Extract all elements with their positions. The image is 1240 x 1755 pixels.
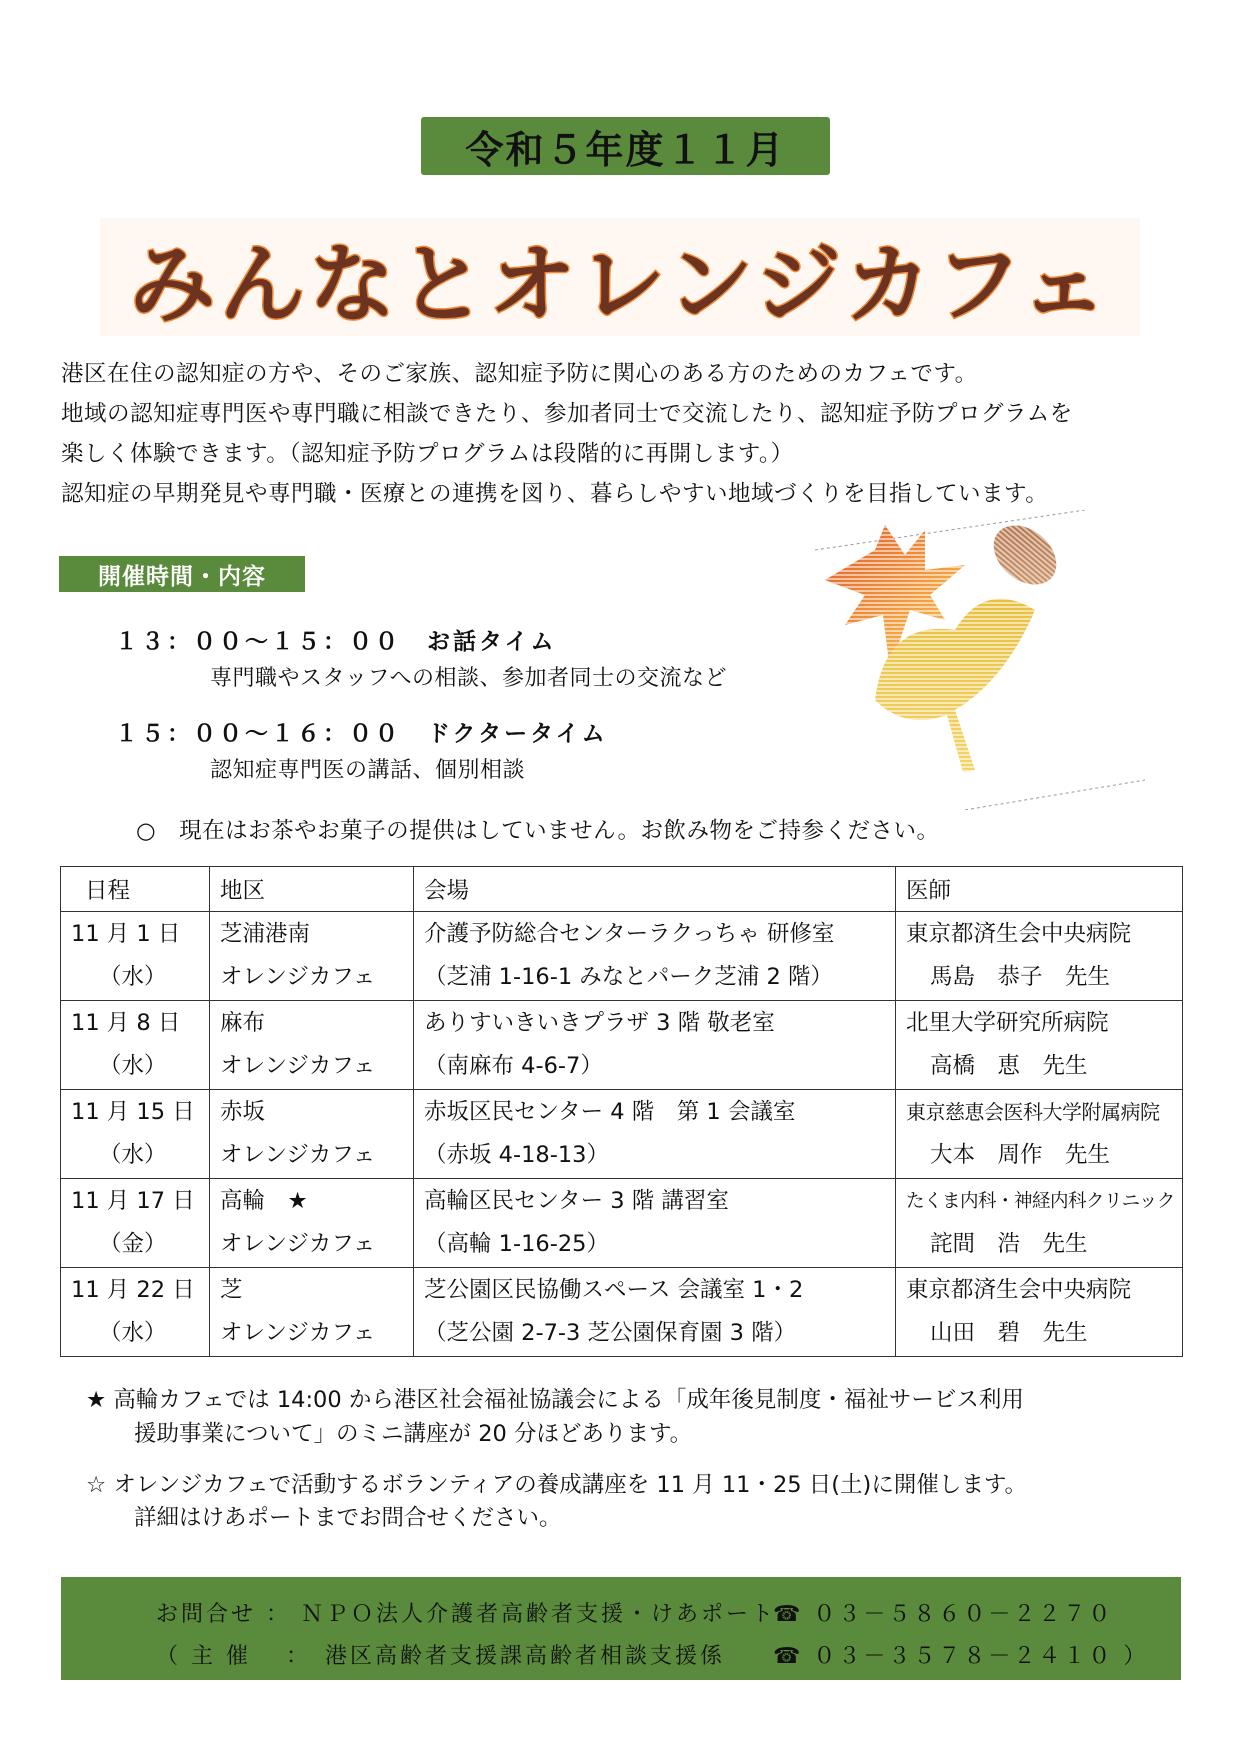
date-text: 11 月 15 日 bbox=[71, 1099, 195, 1125]
contact-box bbox=[61, 1577, 1181, 1680]
area-text: 芝浦港南 bbox=[220, 921, 311, 947]
volunteer-note-line-1: ☆ オレンジカフェで活動するボランティアの養成講座を 11 月 11・25 日(土)に開催します。 bbox=[86, 1472, 1028, 1498]
table-row bbox=[61, 912, 1183, 1001]
col-header-date: 日程 bbox=[61, 867, 210, 912]
day-text: （水） bbox=[99, 1053, 167, 1079]
doctor-cell bbox=[896, 1268, 1183, 1357]
area-cell bbox=[210, 912, 414, 1001]
doctor-text: 山田 碧 先生 bbox=[930, 1320, 1088, 1346]
drink-note: ○ 現在はお茶やお菓子の提供はしていません。お飲み物をご持参ください。 bbox=[136, 818, 940, 844]
date-cell bbox=[61, 1179, 210, 1268]
address-text: （南麻布 4-6-7） bbox=[424, 1053, 603, 1079]
area-cell bbox=[210, 1090, 414, 1179]
decor-line bbox=[965, 780, 1145, 810]
time-slot-2: １５：００～１６：００ ドクタータイム bbox=[115, 721, 608, 747]
intro-line-3: 楽しく体験できます。（認知症予防プログラムは段階的に再開します。） bbox=[61, 441, 794, 467]
doctor-text: 大本 周作 先生 bbox=[930, 1142, 1111, 1168]
contact-phone-1: ☎ ０３－５８６０－２２７０ bbox=[773, 1602, 1114, 1627]
cafe-text: オレンジカフェ bbox=[220, 1053, 376, 1079]
hospital-text: 北里大学研究所病院 bbox=[906, 1010, 1109, 1036]
venue-text: 介護予防総合センターラクっちゃ 研修室 bbox=[424, 921, 835, 947]
venue-text: 高輪区民センター 3 階 講習室 bbox=[424, 1188, 729, 1214]
venue-text: ありすいきいきプラザ 3 階 敬老室 bbox=[424, 1010, 775, 1036]
doctor-cell bbox=[896, 1001, 1183, 1090]
area-cell bbox=[210, 1001, 414, 1090]
doctor-text: 馬島 恭子 先生 bbox=[930, 964, 1111, 990]
venue-cell bbox=[414, 912, 896, 1001]
venue-text: 芝公園区民協働スペース 会議室 1・2 bbox=[424, 1277, 804, 1303]
takanawa-note-line-1: ★ 高輪カフェでは 14:00 から港区社会福祉協議会による「成年後見制度・福祉サービス利用 bbox=[86, 1387, 1024, 1413]
hospital-text: たくま内科・神経内科クリニック bbox=[906, 1191, 1175, 1212]
doctor-text: 詫間 浩 先生 bbox=[930, 1231, 1088, 1257]
venue-cell bbox=[414, 1268, 896, 1357]
hospital-text: 東京都済生会中央病院 bbox=[906, 1277, 1132, 1303]
contact-org: お問合せ ： ＮＰＯ法人介護者高齢者支援・けあポート bbox=[156, 1602, 776, 1627]
schedule-table bbox=[60, 866, 1183, 1357]
intro-line-2: 地域の認知症専門医や専門職に相談できたり、参加者同士で交流したり、認知症予防プログラムを bbox=[61, 401, 1073, 427]
month-badge: 令和５年度１１月 bbox=[421, 117, 830, 175]
area-text: 芝 bbox=[220, 1277, 243, 1303]
volunteer-note-line-2: 詳細はけあポートまでお問合せください。 bbox=[134, 1505, 562, 1531]
cafe-text: オレンジカフェ bbox=[220, 1231, 376, 1257]
address-text: （芝浦 1-16-1 みなとパーク芝浦 2 階） bbox=[424, 964, 833, 990]
area-text: 赤坂 bbox=[220, 1099, 266, 1125]
cafe-text: オレンジカフェ bbox=[220, 964, 376, 990]
area-cell bbox=[210, 1179, 414, 1268]
doctor-text: 高橋 恵 先生 bbox=[930, 1053, 1088, 1079]
cafe-text: オレンジカフェ bbox=[220, 1142, 376, 1168]
date-cell bbox=[61, 1090, 210, 1179]
date-cell bbox=[61, 1268, 210, 1357]
takanawa-note-line-2: 援助事業について」のミニ講座が 20 分ほどあります。 bbox=[134, 1421, 693, 1447]
table-row bbox=[61, 1090, 1183, 1179]
area-cell bbox=[210, 1268, 414, 1357]
address-text: （芝公園 2-7-3 芝公園保育園 3 階） bbox=[424, 1320, 797, 1346]
hospital-text: 東京都済生会中央病院 bbox=[906, 921, 1132, 947]
table-row bbox=[61, 1001, 1183, 1090]
area-text: 高輪 ★ bbox=[220, 1188, 308, 1214]
table-row bbox=[61, 1268, 1183, 1357]
col-header-doctor: 医師 bbox=[896, 867, 1183, 912]
doctor-cell bbox=[896, 1179, 1183, 1268]
time-slot-2-desc: 認知症専門医の講話、個別相談 bbox=[210, 758, 526, 783]
day-text: （水） bbox=[99, 1142, 167, 1168]
organizer: （ 主 催 ： 港区高齢者支援課高齢者相談支援係 bbox=[156, 1644, 725, 1669]
table-header-row bbox=[61, 867, 1183, 912]
address-text: （高輪 1-16-25） bbox=[424, 1231, 609, 1257]
day-text: （水） bbox=[99, 964, 167, 990]
doctor-cell bbox=[896, 1090, 1183, 1179]
autumn-leaves-illustration bbox=[815, 510, 1145, 810]
page-title: みんなとオレンジカフェ bbox=[129, 235, 1111, 335]
date-cell bbox=[61, 912, 210, 1001]
date-cell bbox=[61, 1001, 210, 1090]
intro-line-1: 港区在住の認知症の方や、そのご家族、認知症予防に関心のある方のためのカフェです。 bbox=[61, 361, 978, 387]
table-row bbox=[61, 1179, 1183, 1268]
time-slot-1-desc: 専門職やスタッフへの相談、参加者同士の交流など bbox=[210, 666, 728, 691]
day-text: （金） bbox=[99, 1231, 167, 1257]
doctor-cell bbox=[896, 912, 1183, 1001]
day-text: （水） bbox=[99, 1320, 167, 1346]
cafe-text: オレンジカフェ bbox=[220, 1320, 376, 1346]
contact-phone-2: ☎ ０３－３５７８－２４１０ ） bbox=[773, 1644, 1149, 1669]
venue-cell bbox=[414, 1179, 896, 1268]
time-slot-1: １３：００～１５：００ お話タイム bbox=[115, 629, 557, 655]
venue-text: 赤坂区民センター 4 階 第 1 会議室 bbox=[424, 1099, 796, 1125]
intro-line-4: 認知症の早期発見や専門職・医療との連携を図り、暮らしやすい地域づくりを目指しています。 bbox=[61, 481, 1049, 507]
venue-cell bbox=[414, 1090, 896, 1179]
section-heading: 開催時間・内容 bbox=[59, 556, 305, 592]
hospital-text: 東京慈恵会医科大学附属病院 bbox=[906, 1100, 1160, 1124]
col-header-area: 地区 bbox=[210, 867, 414, 912]
area-text: 麻布 bbox=[220, 1010, 266, 1036]
venue-cell bbox=[414, 1001, 896, 1090]
brown-leaf-icon bbox=[982, 513, 1068, 596]
date-text: 11 月 1 日 bbox=[71, 921, 181, 947]
date-text: 11 月 17 日 bbox=[71, 1188, 195, 1214]
col-header-venue: 会場 bbox=[414, 867, 896, 912]
date-text: 11 月 8 日 bbox=[71, 1010, 181, 1036]
title-banner bbox=[100, 218, 1140, 336]
address-text: （赤坂 4-18-13） bbox=[424, 1142, 609, 1168]
date-text: 11 月 22 日 bbox=[71, 1277, 195, 1303]
